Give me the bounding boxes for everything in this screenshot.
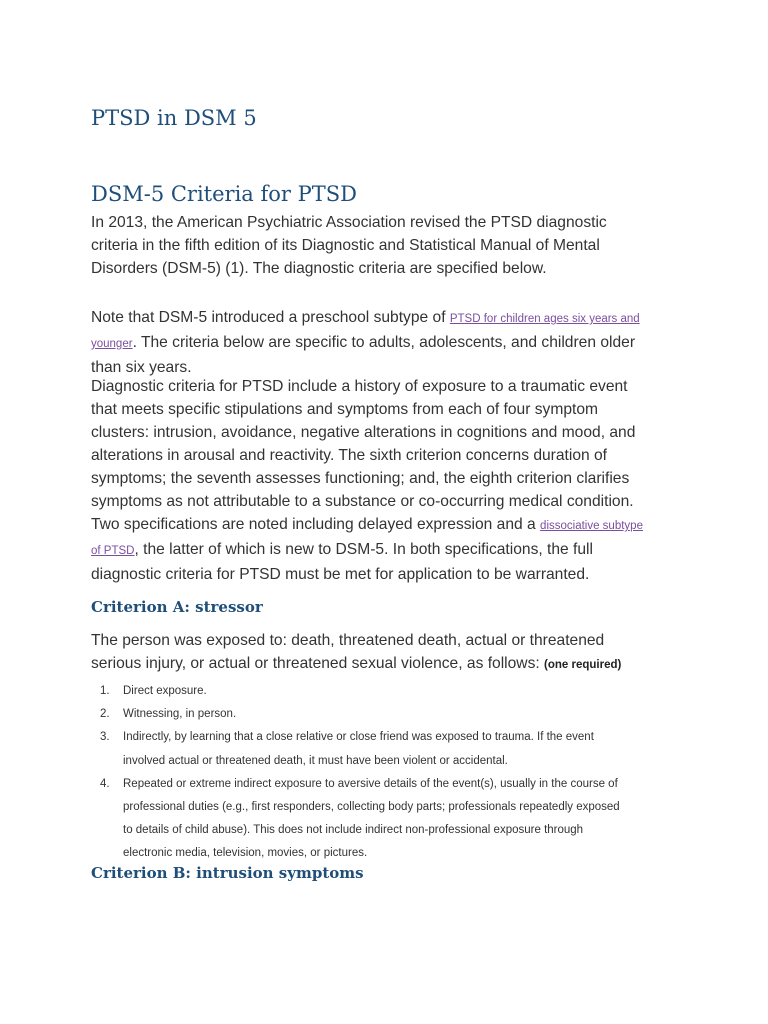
text-line: In 2013, the American Psychiatric Association revised the PTSD diagnostic [91, 214, 607, 231]
text-line: symptoms; the seventh assesses functioning; and, the eighth criterion clarifies [91, 470, 630, 487]
list-item-text: Witnessing, in person. [123, 708, 237, 721]
criterion-a-paragraph [91, 629, 691, 677]
list-item [100, 773, 670, 866]
criterion-a-list [100, 680, 670, 866]
list-number: 1. [100, 685, 110, 697]
diag-text: Two specifications are noted including delayed expression and a [91, 516, 541, 533]
one-required-note: (one required) [544, 659, 622, 671]
note-text: . The criteria below are specific to adults, adolescents, and children older [132, 334, 636, 351]
list-item [100, 703, 670, 726]
text-line: alterations in arousal and reactivity. The sixth criterion concerns duration of [91, 447, 608, 464]
ptsd-children-link[interactable]: PTSD for children ages six years and [449, 313, 640, 325]
list-item-text: Indirectly, by learning that a close relative or close friend was exposed to trauma. If the event [123, 731, 594, 744]
text-line: that meets specific stipulations and symptoms from each of four symptom [91, 401, 599, 418]
text-line: symptoms as not attributable to a substance or co-occurring medical condition. [91, 493, 634, 510]
list-number: 2. [100, 708, 110, 721]
text-line [91, 513, 691, 538]
criterion-a-heading: Criterion A: stressor [91, 598, 263, 616]
text-line [91, 538, 691, 563]
list-item [100, 726, 670, 772]
dissociative-subtype-link[interactable]: dissociative subtype [540, 520, 643, 532]
ptsd-children-link-continued[interactable]: younger [91, 338, 133, 350]
text-line: Disorders (DSM-5) (1). The diagnostic criteria are specified below. [91, 260, 547, 277]
note-text: Note that DSM-5 introduced a preschool subtype of [91, 309, 450, 326]
diag-text: , the latter of which is new to DSM-5. In both specifications, the full [134, 541, 593, 558]
diagnostic-paragraph [91, 375, 691, 586]
list-number: 4. [100, 777, 110, 790]
text-line [91, 331, 691, 356]
text-line [91, 306, 691, 331]
text-line: criteria in the fifth edition of its Diagnostic and Statistical Manual of Mental [91, 237, 600, 254]
list-number: 3. [100, 731, 110, 744]
text-line: than six years. [91, 359, 192, 376]
list-item [100, 680, 670, 703]
intro-paragraph [91, 211, 691, 280]
list-item-text: involved actual or threatened death, it must have been violent or accidental. [123, 754, 508, 767]
text-line [91, 652, 691, 677]
dissociative-subtype-link-continued[interactable]: of PTSD [91, 545, 135, 557]
text-line: Diagnostic criteria for PTSD include a history of exposure to a traumatic event [91, 378, 628, 395]
criterion-a-text: serious injury, or actual or threatened sexual violence, as follows: [91, 655, 545, 672]
list-item-text: professional duties (e.g., first responders, collecting body parts; professionals repeatedly exposed [123, 801, 620, 814]
text-line: clusters: intrusion, avoidance, negative alterations in cognitions and mood, and [91, 424, 636, 441]
list-item-text: Repeated or extreme indirect exposure to aversive details of the event(s), usually in the course of [123, 777, 618, 790]
text-line: The person was exposed to: death, threatened death, actual or threatened [91, 632, 605, 649]
list-item-text: electronic media, television, movies, or pictures. [123, 847, 368, 860]
criterion-b-heading: Criterion B: intrusion symptoms [91, 864, 364, 882]
section-heading: DSM-5 Criteria for PTSD [91, 182, 357, 206]
list-item-text: to details of child abuse). This does not include indirect non-professional exposure through [123, 824, 584, 837]
page-title: PTSD in DSM 5 [91, 106, 257, 130]
note-paragraph [91, 306, 691, 379]
text-line: diagnostic criteria for PTSD must be met for application to be warranted. [91, 566, 590, 583]
list-item-text: Direct exposure. [123, 685, 207, 697]
